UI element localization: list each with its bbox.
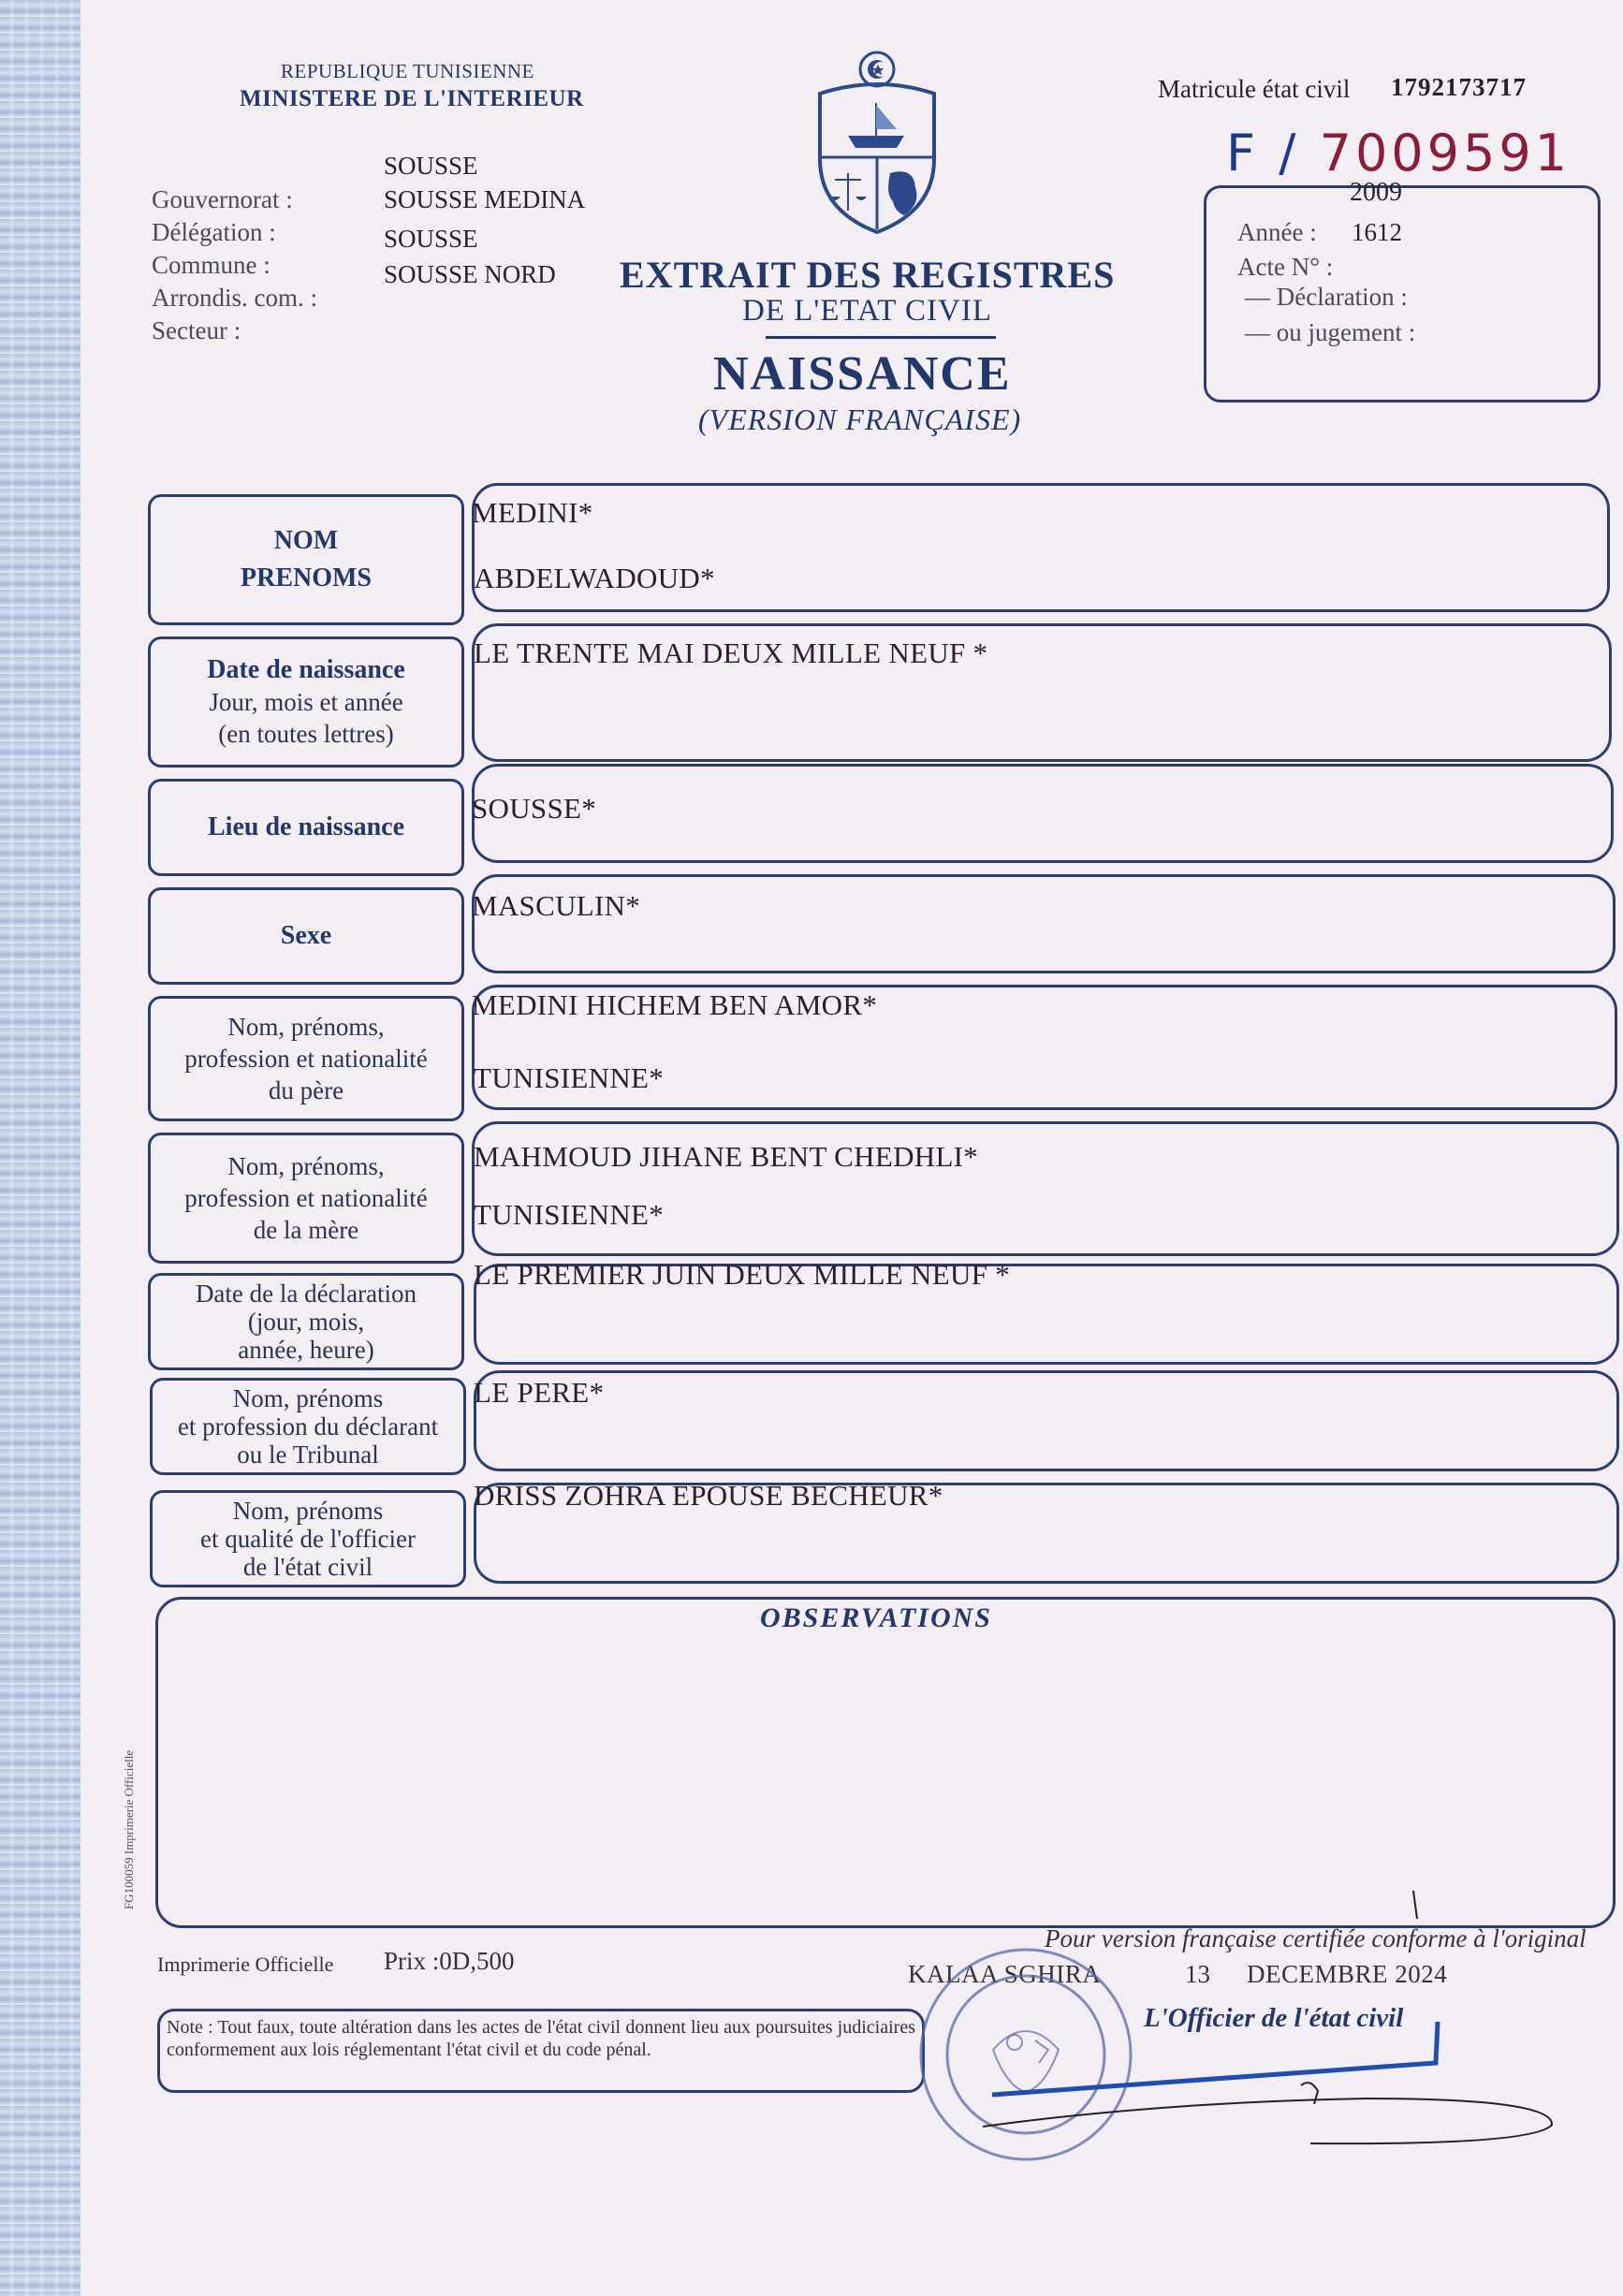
acte-label: Acte N° :	[1237, 253, 1334, 281]
gouvernorat-value: SOUSSE	[384, 152, 478, 180]
declaration-date-label-line3: année, heure)	[238, 1336, 374, 1364]
note-text: Note : Tout faux, toute altération dans les actes de l'état civil donnent lieu aux poursuites judiciaires conformement aux lois réglementant l'état civil et du code pénal.	[167, 2017, 915, 2060]
prenoms-value: ABDELWADOUD*	[474, 562, 715, 594]
date-naissance-sub1: Jour, mois et année	[209, 688, 403, 716]
mere-label-line3: de la mère	[253, 1216, 359, 1244]
officier-label-line3: de l'état civil	[242, 1553, 373, 1581]
serial-prefix: F /	[1226, 124, 1320, 183]
pere-value-name: MEDINI HICHEM BEN AMOR*	[472, 988, 878, 1021]
certification-text: Pour version française certifiée conforme à l'original	[1045, 1924, 1586, 1952]
observations-title: OBSERVATIONS	[760, 1602, 992, 1633]
declarant-label-box	[150, 1378, 466, 1475]
pere-label-box	[148, 996, 464, 1121]
extrait-title: EXTRAIT DES REGISTRES	[620, 254, 1116, 296]
annee-value: 1612	[1352, 218, 1402, 246]
sexe-label-box	[148, 887, 464, 985]
declaration-date-label-box	[148, 1273, 464, 1370]
declarant-value-box	[474, 1370, 1619, 1471]
declarant-label-line3: ou le Tribunal	[237, 1440, 379, 1469]
declaration-date-value: LE PREMIER JUIN DEUX MILLE NEUF *	[474, 1258, 1011, 1291]
date-naissance-value: LE TRENTE MAI DEUX MILLE NEUF *	[474, 636, 988, 669]
sexe-value: MASCULIN*	[472, 889, 641, 922]
arrondissement-value: SOUSSE NORD	[384, 260, 556, 288]
serial-number	[1226, 124, 1571, 183]
matricule-label: Matricule état civil	[1158, 75, 1351, 103]
date-naissance-label: Date de naissance	[207, 655, 405, 684]
lieu-value: SOUSSE*	[472, 792, 597, 825]
issue-month-year: DECEMBRE 2024	[1247, 1960, 1448, 1988]
pere-label-line2: profession et nationalité	[184, 1045, 428, 1073]
declaration-date-label-line2: (jour, mois,	[247, 1308, 365, 1336]
pere-label-line3: du père	[268, 1076, 344, 1104]
serial-digits: 7009591	[1319, 124, 1572, 183]
officier-title: L'Officier de l'état civil	[1144, 2003, 1404, 2033]
printer-side-mark: FG100059 Imprimerie Officielle	[122, 1749, 136, 1909]
version-subtitle: (VERSION FRANÇAISE)	[698, 402, 1022, 436]
sexe-label: Sexe	[280, 921, 332, 950]
prix-text: Prix :0D,500	[384, 1947, 515, 1975]
etat-civil-subtitle: DE L'ETAT CIVIL	[742, 294, 992, 328]
lieu-label: Lieu de naissance	[207, 812, 405, 841]
prenoms-label: PRENOMS	[241, 563, 372, 592]
matricule-value: 1792173717	[1391, 73, 1527, 101]
nom-value: MEDINI*	[472, 496, 593, 529]
date-naissance-label-box	[148, 636, 464, 768]
observations-box	[155, 1597, 1616, 1928]
coat-of-arms-icon	[811, 47, 943, 240]
mere-label-line1: Nom, prénoms,	[227, 1152, 385, 1180]
officier-label-box	[150, 1490, 466, 1587]
issue-city: KALAA SGHIRA	[908, 1960, 1102, 1988]
declaration-label: — Déclaration :	[1245, 283, 1408, 311]
declarant-label-line2: et profession du déclarant	[177, 1412, 439, 1440]
nom-label: NOM	[273, 526, 339, 555]
officier-label-line1: Nom, prénoms	[232, 1497, 384, 1525]
year-written: 2009	[1350, 178, 1402, 207]
naissance-title: NAISSANCE	[713, 347, 1012, 401]
signature-icon	[973, 1891, 1572, 2172]
declarant-value: LE PERE*	[474, 1376, 605, 1409]
commune-value: SOUSSE	[384, 225, 478, 253]
lieu-label-box	[148, 779, 464, 876]
commune-label: Commune :	[152, 251, 270, 279]
officier-value: DRISS ZOHRA EPOUSE BECHEUR*	[474, 1479, 943, 1512]
annee-label: Année :	[1237, 218, 1317, 246]
sexe-value-box	[472, 874, 1616, 973]
nom-prenoms-label-box	[148, 494, 464, 625]
lieu-value-box	[472, 764, 1614, 863]
gouvernorat-label: Gouvernorat :	[152, 185, 293, 213]
mere-value-nationality: TUNISIENNE*	[474, 1198, 665, 1231]
delegation-value: SOUSSE MEDINA	[384, 185, 586, 213]
delegation-label: Délégation :	[152, 218, 276, 246]
declarant-label-line1: Nom, prénoms	[232, 1384, 384, 1412]
officier-label-line2: et qualité de l'officier	[199, 1525, 416, 1553]
mere-value-name: MAHMOUD JIHANE BENT CHEDHLI*	[474, 1140, 979, 1173]
declaration-date-label-line1: Date de la déclaration	[195, 1280, 417, 1308]
mere-label-line2: profession et nationalité	[184, 1184, 428, 1212]
issue-day: 13	[1185, 1960, 1210, 1988]
mere-label-box	[148, 1133, 464, 1264]
secteur-label: Secteur :	[152, 316, 241, 344]
date-naissance-sub2: (en toutes lettres)	[218, 720, 394, 748]
ministere-text: MINISTERE DE L'INTERIEUR	[240, 86, 584, 111]
republique-text: REPUBLIQUE TUNISIENNE	[281, 60, 534, 82]
jugement-label: — ou jugement :	[1245, 318, 1416, 346]
pere-value-nationality: TUNISIENNE*	[474, 1061, 665, 1094]
arrondissement-label: Arrondis. com. :	[152, 284, 317, 312]
pere-label-line1: Nom, prénoms,	[227, 1013, 385, 1041]
imprimerie-text: Imprimerie Officielle	[157, 1952, 334, 1976]
title-underline	[766, 336, 996, 339]
decorative-border	[0, 0, 80, 2296]
